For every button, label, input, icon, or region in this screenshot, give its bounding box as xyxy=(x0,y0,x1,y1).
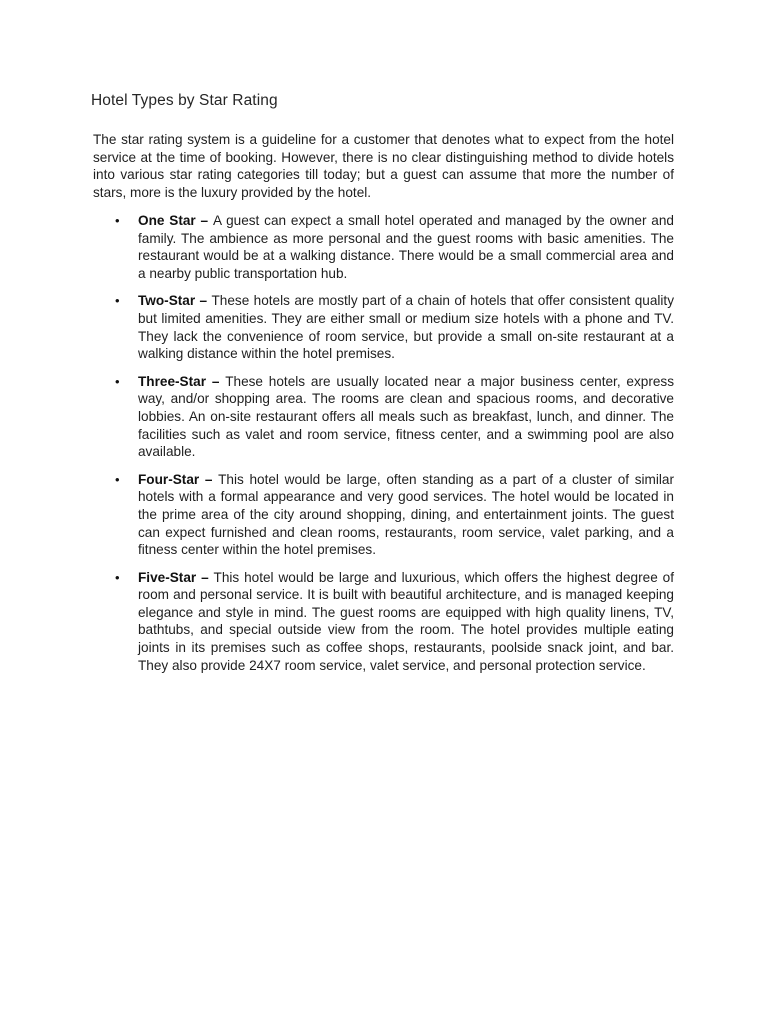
bullet-icon: • xyxy=(115,471,120,487)
rating-description: These hotels are usually located near a major business center, express way, and/or shopping area. The rooms are clean and spacious rooms, and decorative lobbies. An on-site restaurant offers all meals such as breakfast, lunch, and dinner. The facilities such as valet and room service, fitness center, and a swimming pool are also available. xyxy=(138,373,675,460)
rating-description: These hotels are mostly part of a chain of hotels that offer consistent quality but limited amenities. They are either small or medium size hotels with a phone and TV. They lack the convenience of room service, but provide a small on-site restaurant at a walking distance within the hotel premises. xyxy=(138,293,675,362)
bullet-icon: • xyxy=(115,213,120,228)
list-item-four-star xyxy=(93,471,674,559)
list-item-two-star xyxy=(93,292,674,362)
bullet-icon: • xyxy=(115,293,120,309)
rating-name: Three-Star xyxy=(138,373,206,389)
dash-separator: – xyxy=(211,373,226,389)
page-title: Hotel Types by Star Rating xyxy=(91,92,278,109)
dash-separator: – xyxy=(199,293,212,309)
bullet-icon: • xyxy=(115,373,120,389)
list-item-one-star xyxy=(93,212,674,282)
intro-paragraph: The star rating system is a guideline for a customer that denotes what to expect from the hotel service at the time of booking. However, there is no clear distinguishing method to divide hotels into various star rating categories till today; but a guest can assume that more the number of stars, more is the luxury provided by the hotel. xyxy=(93,132,674,200)
star-rating-list xyxy=(93,212,674,684)
rating-name: One Star xyxy=(138,213,196,228)
dash-separator: – xyxy=(201,569,214,585)
rating-name: Two-Star xyxy=(138,293,196,309)
rating-description: This hotel would be large and luxurious, which offers the highest degree of room and personal service. It is built with beautiful architecture, and is managed keeping elegance and style in mind. The guest rooms are equipped with high quality linens, TV, bathtubs, and special outside view from the room. The hotel provides multiple eating joints in its premises such as coffee shops, restaurants, poolside snack joint, and bar. They also provide 24X7 room service, valet service, and personal protection service. xyxy=(138,569,674,673)
dash-separator: – xyxy=(204,471,219,487)
rating-description: This hotel would be large, often standing as a part of a cluster of similar hotels with a formal appearance and very good services. The hotel would be located in the prime area of the city around shopping, dining, and entertainment joints. The guest can expect furnished and clean rooms, restaurants, room service, valet parking, and a fitness center within the hotel premises. xyxy=(138,471,674,558)
dash-separator: – xyxy=(200,213,213,228)
rating-description: A guest can expect a small hotel operated and managed by the owner and family. The ambience as more personal and the guest rooms with basic amenities. The restaurant would be at a walking distance. There would be a small commercial area and a nearby public transportation hub. xyxy=(138,213,674,281)
bullet-icon: • xyxy=(115,569,120,585)
list-item-five-star xyxy=(93,569,674,675)
list-item-three-star xyxy=(93,373,674,461)
rating-name: Five-Star xyxy=(138,569,197,585)
rating-name: Four-Star xyxy=(138,471,200,487)
